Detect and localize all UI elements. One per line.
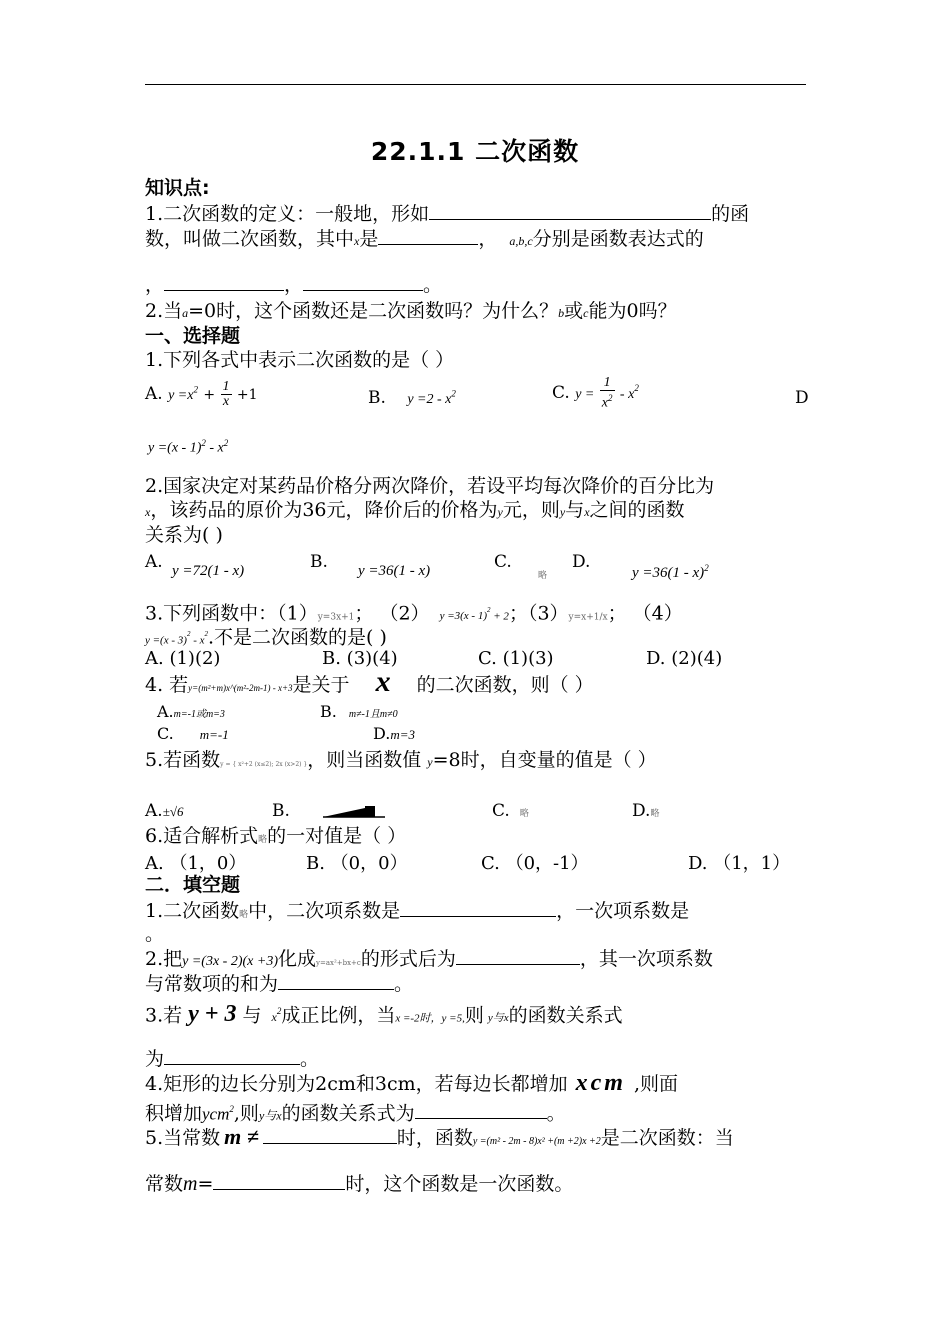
q3-option-b[interactable]: B. (3)(4) [322,648,398,669]
q5-option-b-image [323,805,385,819]
section2-heading: 二．填空题 [145,874,241,896]
q5-option-d[interactable]: D.略 [632,801,660,821]
q4-option-b[interactable]: B. m≠-1且m≠0 [320,702,398,721]
q3-line-2: $y =(x - 3)^2 - x^2$.不是二次函数的是( ) [145,626,387,649]
answer-blank[interactable] [429,201,711,220]
knowledge-line-2: 数，叫做二次函数，其中x是 ， a,b,c分别是函数表达式的 [145,228,704,250]
q1-option-c[interactable]: C. y = $\frac{1}{x^2}$ - $x^2$ [552,375,639,411]
fill-q2-line-2: 与常数项的和为 。 [145,973,414,995]
section1-heading: 一、选择题 [145,325,241,347]
knowledge-line-3: ， ， 。 [145,274,443,296]
q6-option-a[interactable]: A. （1，0） [145,853,247,874]
fill-q5-line-1: 5.当常数 m ≠ 时，函数y =(m² - 2m - 8)x² +(m +2)x +2是二次函数：当 [145,1124,734,1149]
q2-option-c-label[interactable]: C. [494,552,512,572]
fill-q1-line: 1.二次函数略中，二次项系数是 ，一次项系数是 [145,900,690,922]
header-rule [145,84,806,85]
q2-line-1: 2.国家决定对某药品价格分两次降价，若设平均每次降价的百分比为 [145,475,715,497]
q4-option-d[interactable]: D.m=3 [373,724,416,743]
q2-line-2: x，该药品的原价为36元，降价后的价格为y元，则y与x之间的函数 [145,499,685,521]
q1-option-d-expr: $y =(x - 1)^2 - x^2$ [148,438,229,456]
knowledge-heading: 知识点: [145,177,210,199]
answer-blank[interactable] [164,272,284,291]
answer-blank[interactable] [378,226,478,245]
fill-q1-end: 。 [145,923,165,945]
fill-q2-line-1: 2.把y =(3x - 2)(x +3)化成y=ax²+bx+c的形式后为 ，其一次项系数 [145,948,713,970]
q2-line-3: 关系为( ) [145,524,223,546]
q2-option-d: y =36(1 - x)$^2$ [632,563,709,581]
answer-blank[interactable] [303,272,423,291]
q6-line: 6.适合解析式略的一对值是（ ） [145,825,407,847]
q5-line: 5.若函数y = { x²+2 (x≤2); 2x (x>2) }，则当函数值 y=8时，自变量的值是（ ） [145,749,657,771]
q3-option-c[interactable]: C. (1)(3) [478,648,554,669]
q4-option-a[interactable]: A.m=-1或m=3 [157,702,225,721]
answer-blank[interactable] [213,1171,345,1190]
q6-option-d[interactable]: D. （1，1） [688,853,791,874]
fill-q4-line-2: 积增加ycm$^2$,则y与x的函数关系式为 。 [145,1102,566,1125]
q6-option-b[interactable]: B. （0，0） [306,853,408,874]
fill-q3-line-2: 为 。 [145,1048,320,1070]
q1-option-a[interactable]: A. $y =x^2$ + $\frac{1}{x}$ +1 [145,379,258,409]
knowledge-line-1: 1.二次函数的定义：一般地，形如 的函 [145,203,750,225]
q3-option-d[interactable]: D. (2)(4) [646,648,723,669]
q5-option-b[interactable]: B. [272,801,385,821]
fill-q4-line-1: 4.矩形的边长分别为2cm和3cm，若每边长都增加 xcm ,则面 [145,1070,678,1096]
q1-stem: 1.下列各式中表示二次函数的是（ ） [145,349,455,371]
q6-option-c[interactable]: C. （0，-1） [481,853,589,874]
q2-option-b: y =36(1 - x) [358,563,431,579]
q3-option-a[interactable]: A. (1)(2) [145,648,221,669]
answer-blank[interactable] [164,1046,300,1065]
answer-blank[interactable] [278,971,394,990]
q4-line: 4. 若y=(m²+m)x^(m²-2m-1) - x+3是关于 x 的二次函数，则（ ） [145,665,594,698]
answer-blank[interactable] [456,946,580,965]
fill-q5-line-2: 常数m= 时，这个函数是一次函数。 [145,1173,574,1195]
q2-option-c: 略 [538,571,548,581]
q2-option-b-label[interactable]: B. [310,552,328,572]
q2-option-a-label[interactable]: A. [145,552,163,572]
answer-blank[interactable] [400,898,556,917]
q1-option-b[interactable]: B. $y =2 - x^2$ [368,388,456,408]
page-title: 22.1.1 二次函数 [370,137,580,166]
q2-option-a: y =72(1 - x) [172,563,245,579]
q5-option-a[interactable]: A.±√6 [145,801,184,821]
q1-option-d-label[interactable]: D [795,388,809,408]
q4-option-c[interactable]: C. m=-1 [157,724,229,743]
fill-q3-line-1: 3.若 y + 3 与 $x^2$成正比例，当x =-2时，y =5,则 y与x的函数关系式 [145,1001,623,1028]
q5-option-c[interactable]: C. 略 [492,801,529,821]
answer-blank[interactable] [263,1125,397,1144]
q2-option-d-label[interactable]: D. [572,552,591,572]
q3-line-1: 3.下列函数中：（1）y=3x+1； （2） y =3(x - 1)$^2$ + 2；（3）y=x+1/x； （4） [145,602,683,625]
answer-blank[interactable] [415,1100,547,1119]
knowledge-line-4: 2.当a=0时，这个函数还是二次函数吗？为什么？b或c能为0吗？ [145,300,677,322]
